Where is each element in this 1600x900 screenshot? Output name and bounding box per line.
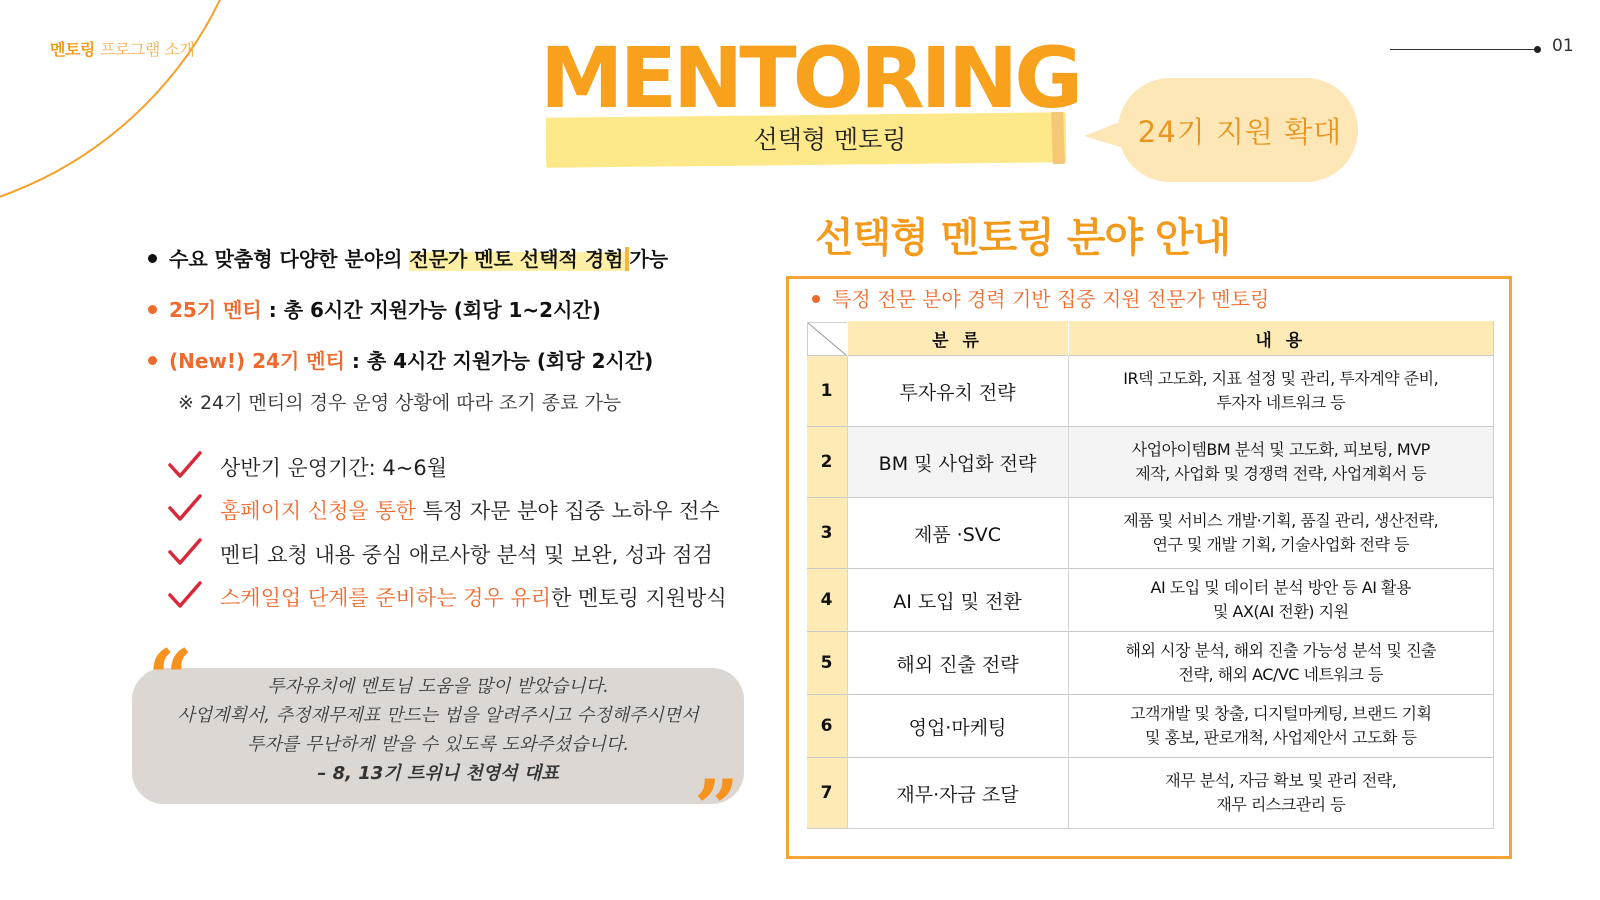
speech-bubble-text: 24기 지원 확대 — [1137, 115, 1343, 149]
row-category: AI 도입 및 전환 — [847, 569, 1068, 632]
check-icon — [168, 493, 202, 523]
check-item-text: 상반기 운영기간: 4~6월 — [220, 456, 448, 480]
check-item-highlight: 홈페이지 신청을 통한 — [220, 499, 416, 523]
row-description-line: 전략, 해외 AC/VC 네트워크 등 — [1178, 665, 1383, 684]
row-description — [1068, 695, 1494, 758]
row-description-line: 및 홍보, 판로개척, 사업제안서 고도화 등 — [1145, 728, 1417, 747]
open-quote-icon: “ — [148, 633, 193, 724]
row-description-line: 재무 분석, 자금 확보 및 관리 전략, — [1165, 771, 1397, 790]
bullet-dot-icon — [812, 295, 820, 303]
box-bullet-text: 특정 전문 분야 경력 기반 집중 지원 전문가 멘토링 — [832, 287, 1270, 311]
row-number: 3 — [807, 498, 848, 569]
page-indicator-dot — [1534, 46, 1541, 53]
row-number: 4 — [807, 569, 848, 632]
row-number: 2 — [807, 427, 848, 498]
table-corner-cell — [807, 321, 848, 356]
page-subtitle: 선택형 멘토링 — [753, 125, 907, 154]
bullet-3-label: (New!) 24기 멘티 — [169, 349, 345, 373]
check-icon — [168, 580, 202, 610]
table-row — [807, 758, 1494, 829]
testimonial-line: 투자를 무난하게 받을 수 있도록 도와주셨습니다. — [246, 734, 630, 755]
row-category: 재무·자금 조달 — [847, 758, 1068, 829]
bullet-dot-icon — [148, 254, 157, 263]
bullet-3-text: : 총 4시간 지원가능 (회당 2시간) — [344, 349, 654, 373]
check-icon — [168, 450, 202, 480]
row-category: 투자유치 전략 — [847, 356, 1068, 427]
row-description-line: 해외 시장 분석, 해외 진출 가능성 분석 및 진출 — [1125, 641, 1436, 660]
bullet-1-post: 가능 — [629, 247, 669, 271]
table-row — [807, 427, 1494, 498]
row-number: 5 — [807, 632, 848, 695]
table-header-category: 분 류 — [847, 321, 1068, 356]
bullet-2 — [148, 294, 601, 323]
row-description-line: 및 AX(AI 전환) 지원 — [1212, 602, 1349, 621]
testimonial-line: 투자유치에 멘토님 도움을 많이 받았습니다. — [267, 676, 609, 697]
breadcrumb — [50, 37, 194, 60]
table-header-content: 내 용 — [1068, 321, 1494, 356]
bullet-dot-icon — [148, 305, 157, 314]
row-description-line: 사업아이템BM 분석 및 고도화, 피보팅, MVP — [1131, 440, 1430, 459]
check-icon — [168, 537, 202, 567]
row-description-line: 투자자 네트워크 등 — [1216, 393, 1346, 412]
row-description — [1068, 356, 1494, 427]
row-category: 영업·마케팅 — [847, 695, 1068, 758]
diagonal-line-icon — [808, 323, 846, 355]
category-table — [806, 321, 1494, 829]
bullet-2-text: : 총 6시간 지원가능 (회당 1~2시간) — [261, 298, 601, 322]
testimonial-line: 사업계획서, 추정재무제표 만드는 법을 알려주시고 수정해주시면서 — [177, 705, 699, 726]
row-description-line: 연구 및 개발 기획, 기술사업화 전략 등 — [1152, 535, 1409, 554]
page-number: 01 — [1552, 36, 1574, 56]
row-description — [1068, 498, 1494, 569]
bullet-dot-icon — [148, 356, 157, 365]
row-description-line: AI 도입 및 데이터 분석 방안 등 AI 활용 — [1150, 578, 1411, 597]
page-indicator-line — [1390, 49, 1538, 50]
close-quote-icon: ” — [694, 763, 739, 854]
row-description — [1068, 758, 1494, 829]
bullet-1-pre: 수요 맞춤형 다양한 분야의 — [169, 247, 410, 271]
table-row — [807, 569, 1494, 632]
row-number: 6 — [807, 695, 848, 758]
bullet-note: ※ 24기 멘티의 경우 운영 상황에 따라 조기 종료 가능 — [178, 392, 622, 414]
bullet-2-label: 25기 멘티 — [169, 298, 262, 322]
box-bullet — [812, 283, 1269, 312]
row-category: 제품 ·SVC — [847, 498, 1068, 569]
table-row — [807, 632, 1494, 695]
row-description — [1068, 632, 1494, 695]
check-item-text: 한 멘토링 지원방식 — [551, 586, 727, 610]
table-row — [807, 695, 1494, 758]
check-item-text: 특정 자문 분야 집중 노하우 전수 — [415, 499, 720, 523]
bullet-3 — [148, 345, 653, 374]
decorative-arc — [0, 0, 260, 220]
table-row — [807, 498, 1494, 569]
row-description — [1068, 569, 1494, 632]
bullet-1-highlight: 전문가 멘토 선택적 경험 — [409, 247, 629, 271]
breadcrumb-part2: 프로그램 소개 — [99, 40, 195, 59]
row-number: 1 — [807, 356, 848, 427]
row-number: 7 — [807, 758, 848, 829]
row-description-line: 재무 리스크관리 등 — [1216, 795, 1346, 814]
row-category: BM 및 사업화 전략 — [847, 427, 1068, 498]
bullet-1 — [148, 243, 668, 272]
row-description — [1068, 427, 1494, 498]
row-description-line: 제품 및 서비스 개발·기획, 품질 관리, 생산전략, — [1123, 511, 1439, 530]
table-header-row — [807, 321, 1494, 356]
table-row — [807, 356, 1494, 427]
row-description-line: 고객개발 및 창출, 디지털마케팅, 브랜드 기획 — [1130, 704, 1432, 723]
row-category: 해외 진출 전략 — [847, 632, 1068, 695]
row-description-line: 제작, 사업화 및 경쟁력 전략, 사업계획서 등 — [1135, 464, 1427, 483]
row-description-line: IR덱 고도화, 지표 설정 및 관리, 투자계약 준비, — [1123, 369, 1439, 388]
page-title: MENTORING — [540, 29, 1080, 127]
check-item-highlight: 스케일업 단계를 준비하는 경우 유리 — [220, 586, 551, 610]
section-title: 선택형 멘토링 분야 안내 — [815, 215, 1231, 261]
breadcrumb-part1: 멘토링 — [50, 40, 95, 59]
check-item-text: 멘티 요청 내용 중심 애로사항 분석 및 보완, 성과 점검 — [220, 543, 713, 567]
testimonial-signature: – 8, 13기 트위니 천영석 대표 — [317, 763, 559, 784]
